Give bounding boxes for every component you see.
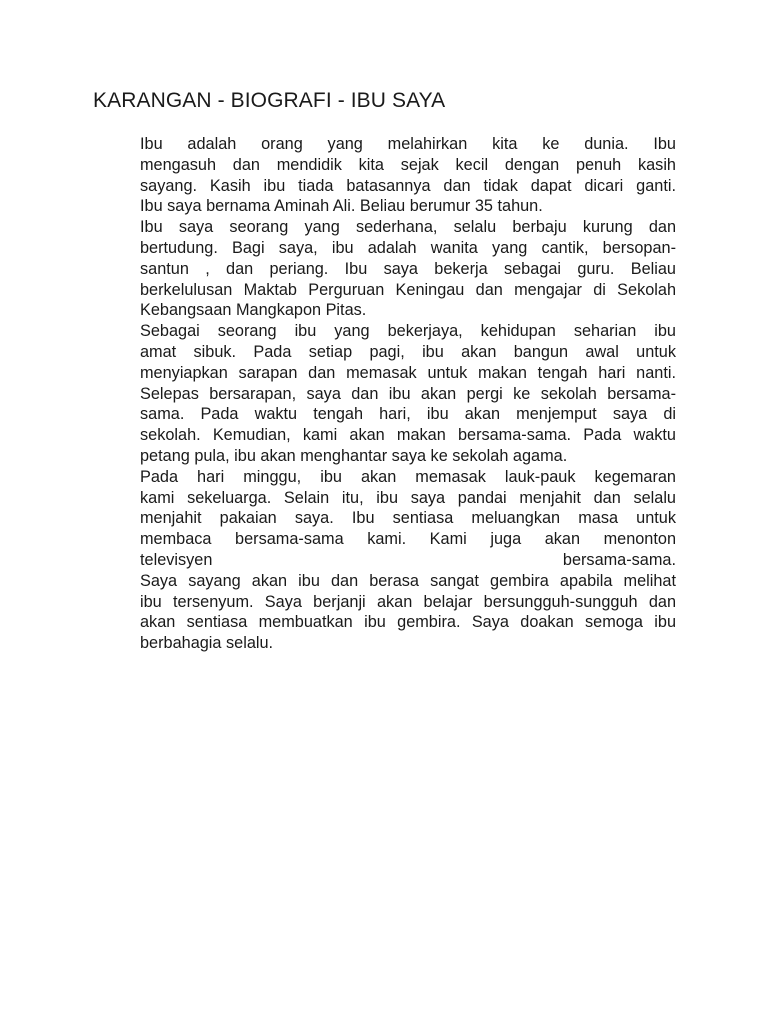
document-title: KARANGAN - BIOGRAFI - IBU SAYA [93, 89, 446, 112]
text-line: membaca bersama-sama kami. Kami juga akan menonton [140, 530, 676, 549]
text-line: kami sekeluarga. Selain itu, ibu saya pandai menjahit dan selalu [140, 488, 676, 507]
text-line: sekolah. Kemudian, kami akan makan bersama-sama. Pada waktu [140, 426, 676, 445]
text-line: menjahit pakaian saya. Ibu sentiasa meluangkan masa untuk [140, 509, 676, 528]
text-line: mengasuh dan mendidik kita sejak kecil dengan penuh kasih [140, 155, 676, 174]
text-line: ibu tersenyum. Saya berjanji akan belajar bersungguh-sungguh dan [140, 592, 676, 611]
text-line: Ibu saya bernama Aminah Ali. Beliau berumur 35 tahun. [140, 197, 543, 216]
text-line: santun , dan periang. Ibu saya bekerja sebagai guru. Beliau [140, 259, 676, 278]
text-line: Saya sayang akan ibu dan berasa sangat gembira apabila melihat [140, 571, 676, 590]
text-line: sayang. Kasih ibu tiada batasannya dan tidak dapat dicari ganti. [140, 176, 676, 195]
text-line: menyiapkan sarapan dan memasak untuk makan tengah hari nanti. [140, 363, 676, 382]
text-line: sama. Pada waktu tengah hari, ibu akan menjemput saya di [140, 405, 676, 424]
text-line: Ibu saya seorang yang sederhana, selalu berbaju kurung dan [140, 218, 676, 237]
text-line: Selepas bersarapan, saya dan ibu akan pergi ke sekolah bersama- [140, 384, 676, 403]
text-line: berkelulusan Maktab Perguruan Keningau dan mengajar di Sekolah [140, 280, 676, 299]
text-line: berbahagia selalu. [140, 634, 274, 653]
text-line: bertudung. Bagi saya, ibu adalah wanita yang cantik, bersopan- [140, 238, 676, 257]
text-line: Kebangsaan Mangkapon Pitas. [140, 301, 367, 320]
text-line: televisyen bersama-sama. [140, 550, 676, 569]
paragraph-1 [93, 134, 676, 217]
essay-body [93, 134, 676, 654]
text-line: akan sentiasa membuatkan ibu gembira. Saya doakan semoga ibu [140, 613, 676, 632]
text-line: Pada hari minggu, ibu akan memasak lauk-pauk kegemaran [140, 467, 676, 486]
text-line: petang pula, ibu akan menghantar saya ke sekolah agama. [140, 446, 568, 465]
paragraph-3 [93, 321, 676, 467]
paragraph-4 [93, 467, 676, 654]
text-line: Sebagai seorang ibu yang bekerjaya, kehidupan seharian ibu [140, 322, 676, 341]
text-line: amat sibuk. Pada setiap pagi, ibu akan bangun awal untuk [140, 342, 676, 361]
text-line: Ibu adalah orang yang melahirkan kita ke dunia. Ibu [140, 135, 676, 153]
paragraph-2 [93, 217, 676, 321]
